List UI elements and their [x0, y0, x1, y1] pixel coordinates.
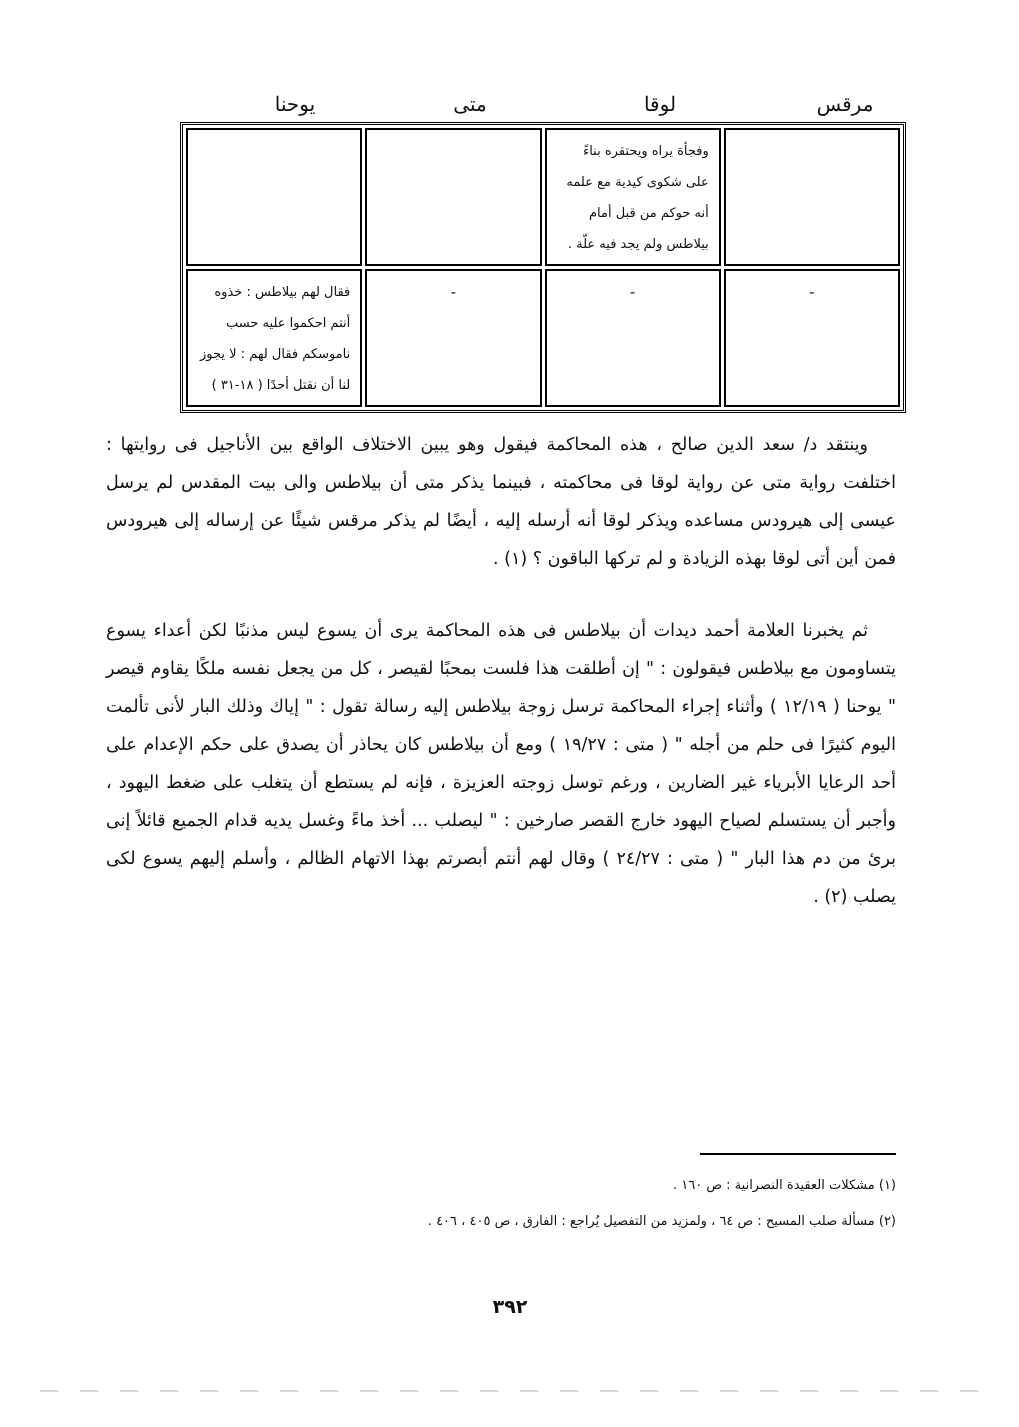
table-row [186, 269, 900, 407]
table-column-headers [180, 92, 906, 122]
paragraph-critique: وينتقد د/ سعد الدين صالح ، هذه المحاكمة فيقول وهو يبين الاختلاف الواقع بين الأناجيل فى روايتها : اختلفت رواية متى عن رواية لوقا فى محاكمته ، فبينما يذكر متى أن بيلاطس والى بيت المقدس لم يرسل عيسى إلى هيرودس مساعده ويذكر لوقا أنه أرسله إليه ، أيضًا لم يذكر مرقس شيئًا عن إرساله إلى هيرودس فمن أين أتى لوقا بهذه الزيادة و لم تركها الباقون ؟ (١) . [106, 434, 896, 569]
paragraph-deedat: ثم يخبرنا العلامة أحمد ديدات أن بيلاطس فى هذه المحاكمة يرى أن يسوع ليس مذنبًا لكن أعداء يسوع يتساومون مع بيلاطس فيقولون : " إن أطلقت هذا فلست بمحبًا لقيصر ، كل من يجعل نفسه ملكًا يقاوم قيصر " يوحنا ( ١٢/١٩ ) وأثناء إجراء المحاكمة ترسل زوجة بيلاطس إليه رسالة تقول : " إياك وذلك البار لأنى تألمت اليوم كثيرًا فى حلم من أجله " ( متى : ١٩/٢٧ ) ومع أن بيلاطس كان يحاذر أن يصدق على حكم الإعدام على أحد الرعايا الأبرياء غير الضارين ، ورغم توسل زوجته العزيزة ، فإنه لم يستطع أن يتغلب على ضغط اليهود ، وأجبر أن يستسلم لصياح اليهود خارج القصر صارخين : " ليصلب ... أخذ ماءً وغسل يديه قدام الجميع قائلاً إنى برئ من دم هذا البار " ( متى : ٢٤/٢٧ ) وقال لهم أنتم أبصرتم بهذا الاتهام الظالم ، وأسلم إليهم يسوع لكى يصلب (٢) . [106, 620, 896, 907]
footnote-1: (١) مشكلات العقيدة النصرانية : ص ١٦٠ . [672, 1178, 896, 1193]
cell-matthew-row1 [365, 128, 541, 266]
cell-luke-row2: - [545, 269, 721, 407]
header-mark: مرقس [816, 92, 874, 116]
cell-john-row1 [186, 128, 362, 266]
cell-mark-row2: - [724, 269, 900, 407]
footnote-divider [700, 1153, 896, 1155]
footnote-2: (٢) مسألة صلب المسيح : ص ٦٤ ، ولمزيد من التفصيل يُراجع : الفارق ، ص ٤٠٥ ، ٤٠٦ . [427, 1214, 896, 1229]
table-row [186, 128, 900, 266]
footnotes [330, 1168, 896, 1240]
header-matthew: متى [453, 92, 487, 116]
cell-john-row2: فقال لهم بيلاطس : خذوه أنتم احكموا عليه حسب ناموسكم فقال لهم : لا يجوز لنا أن نقتل أحدًا ( ١٨-٣١ ) [186, 269, 362, 407]
cell-luke-row1: وفجأة يراه ويحتقره بناءً على شكوى كيدية مع علمه أنه حوكم من قبل أمام بيلاطس ولم يجد فيه علّة . [545, 128, 721, 266]
page-number: ٣٩٢ [492, 1296, 528, 1318]
gospel-comparison-table [180, 122, 906, 413]
cell-matthew-row2: - [365, 269, 541, 407]
header-luke: لوقا [643, 92, 677, 116]
cell-mark-row1 [724, 128, 900, 266]
header-john: يوحنا [274, 92, 316, 116]
scan-edge-marks [40, 1390, 980, 1392]
